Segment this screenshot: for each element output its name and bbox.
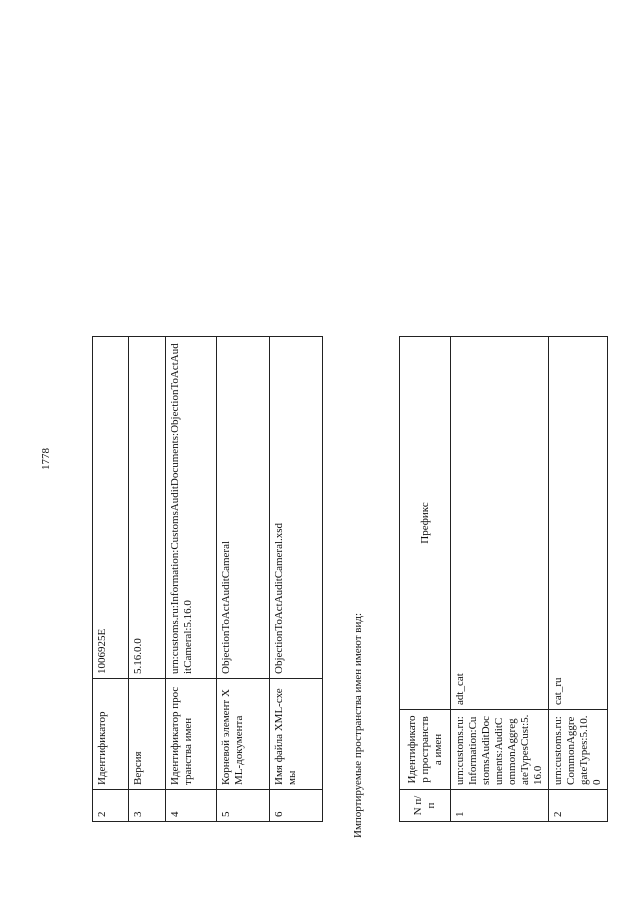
properties-table-wrapper	[92, 336, 323, 822]
property-name: Имя файла XML-схемы	[270, 679, 323, 790]
namespaces-table-wrapper	[399, 336, 608, 822]
property-value: 5.16.0.0	[129, 337, 166, 679]
property-name: Версия	[129, 679, 166, 790]
namespaces-table	[399, 336, 608, 822]
property-name: Идентификатор пространства имен	[166, 679, 217, 790]
namespace-prefix: adt_cat	[451, 337, 549, 710]
property-name: Корневой элемент XML-документа	[217, 679, 270, 790]
table-row	[270, 337, 323, 822]
namespace-id: urn:customs.ru:Information:CustomsAuditDocuments:AuditCommonAggregateTypesCust:5.16.0	[451, 710, 549, 790]
row-number: 3	[129, 790, 166, 822]
row-number: 4	[166, 790, 217, 822]
caption: Импортируемые пространства имен имеют вид:	[352, 612, 364, 838]
table-header-row	[400, 337, 451, 822]
row-number: 6	[270, 790, 323, 822]
property-value: urn:customs.ru:Information:CustomsAuditDocuments:ObjectionToActAuditCameral:5.16.0	[166, 337, 217, 679]
properties-table	[92, 336, 323, 822]
row-number: 1	[451, 790, 549, 822]
header-prefix: Префикс	[400, 337, 451, 710]
property-value: 1006925E	[93, 337, 129, 679]
property-value: ObjectionToActAuditCameral	[217, 337, 270, 679]
table-row	[166, 337, 217, 822]
property-name: Идентификатор	[93, 679, 129, 790]
row-number: 2	[549, 790, 608, 822]
row-number: 2	[93, 790, 129, 822]
row-number: 5	[217, 790, 270, 822]
table-row	[451, 337, 549, 822]
table-row	[93, 337, 129, 822]
page-number: 1778	[40, 448, 52, 470]
header-namespace: Идентификатор пространства имен	[400, 710, 451, 790]
header-number: N п/п	[400, 790, 451, 822]
namespace-prefix: cat_ru	[549, 337, 608, 710]
table-row	[549, 337, 608, 822]
namespace-id: urn:customs.ru:CommonAggregateTypes:5.10.0	[549, 710, 608, 790]
table-row	[129, 337, 166, 822]
table-row	[217, 337, 270, 822]
property-value: ObjectionToActAuditCameral.xsd	[270, 337, 323, 679]
